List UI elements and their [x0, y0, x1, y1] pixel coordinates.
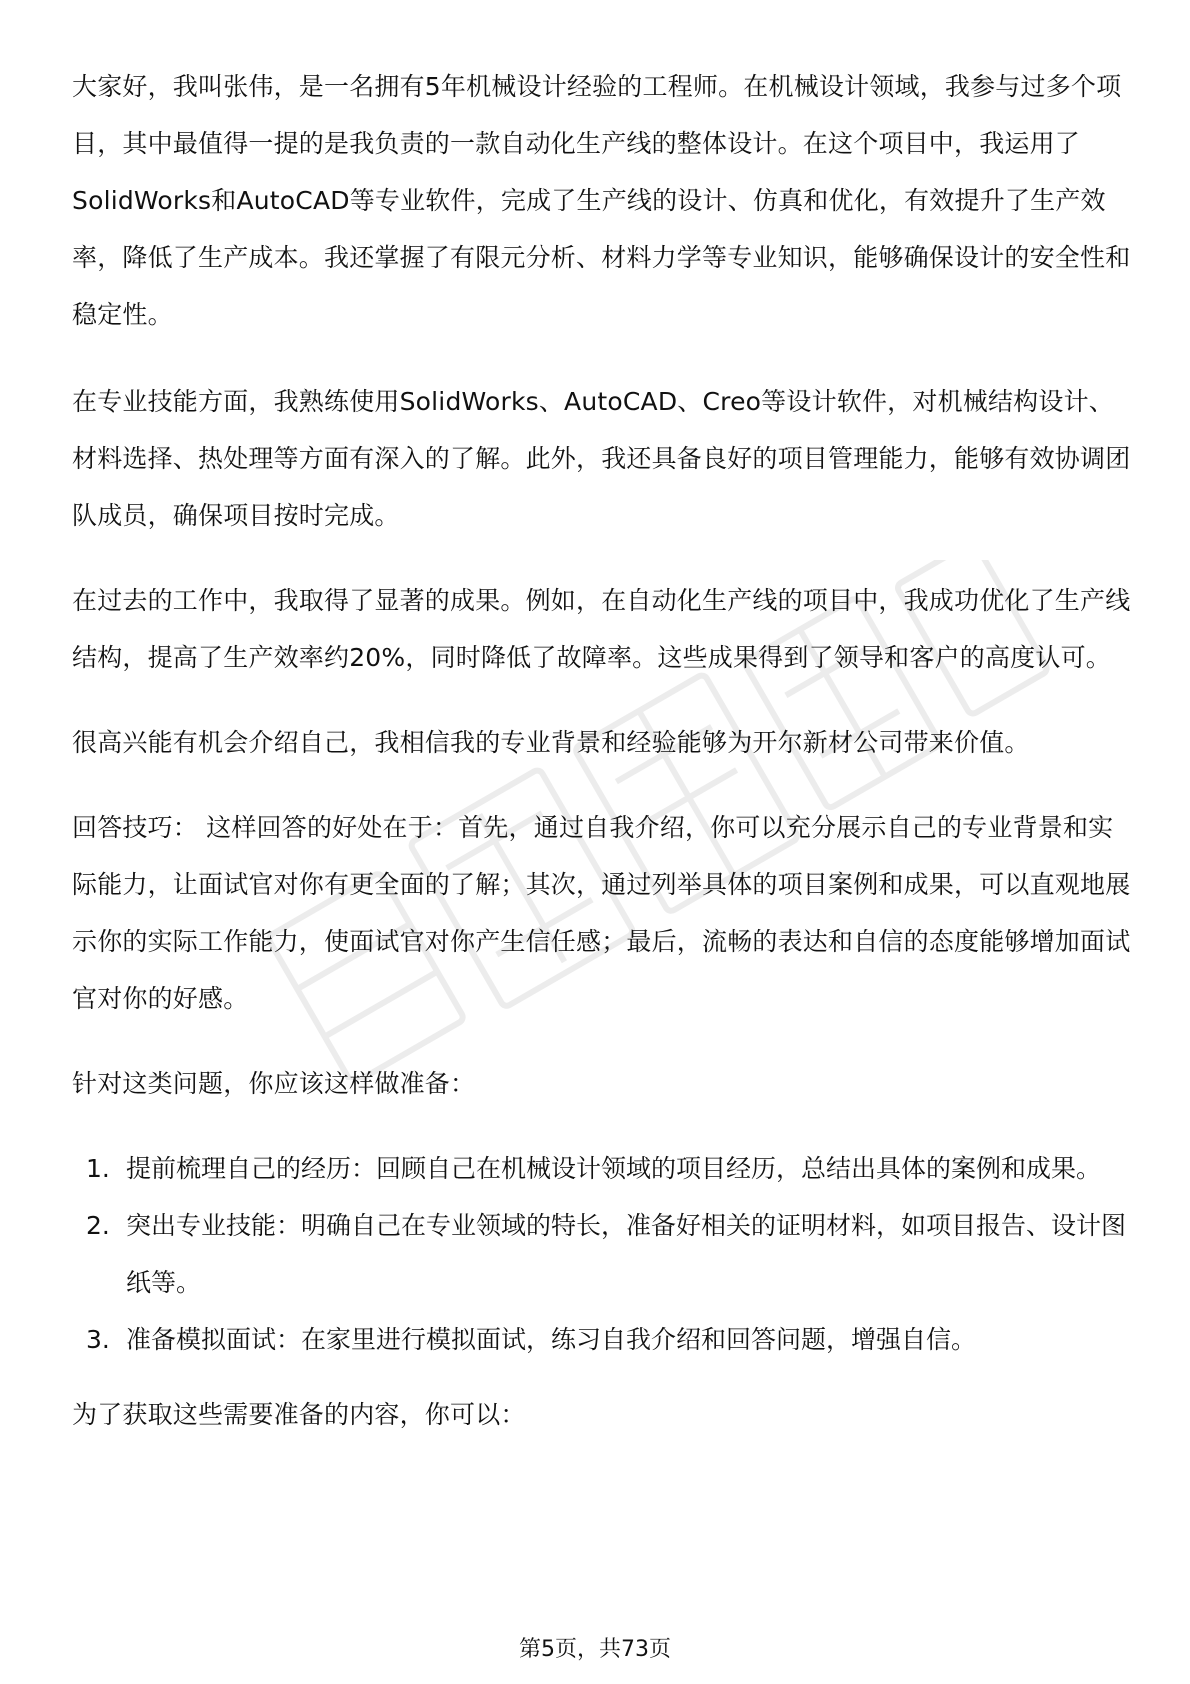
closing-line: 为了获取这些需要准备的内容，你可以：	[72, 1400, 526, 1429]
list-item	[72, 1197, 1132, 1311]
document-body	[72, 58, 1132, 1471]
answer-tips-paragraph: 回答技巧： 这样回答的好处在于：首先，通过自我介绍，你可以充分展示自己的专业背景和实际能力，让面试官对你有更全面的了解；其次，通过列举具体的项目案例和成果，可以直观地展示你的实际工作能力，使面试官对你产生信任感；最后，流畅的表达和自信的态度能够增加面试官对你的好感。	[72, 813, 1131, 1013]
achievements-paragraph: 在过去的工作中，我取得了显著的成果。例如，在自动化生产线的项目中，我成功优化了生产线结构，提高了生产效率约20%，同时降低了故障率。这些成果得到了领导和客户的高度认可。	[72, 586, 1131, 672]
list-item-number: 2.	[86, 1211, 110, 1240]
list-item-number: 3.	[86, 1325, 110, 1354]
list-item-text: 突出专业技能：明确自己在专业领域的特长，准备好相关的证明材料，如项目报告、设计图纸等。	[126, 1211, 1127, 1297]
skills-paragraph: 在专业技能方面，我熟练使用SolidWorks、AutoCAD、Creo等设计软件，对机械结构设计、材料选择、热处理等方面有深入的了解。此外，我还具备良好的项目管理能力，能够有效协调团队成员，确保项目按时完成。	[72, 387, 1131, 530]
page-number-footer: 第5页，共73页	[519, 1637, 671, 1662]
preparation-heading: 针对这类问题，你应该这样做准备：	[72, 1069, 476, 1098]
list-item	[72, 1140, 1132, 1197]
preparation-list	[72, 1140, 1132, 1368]
list-item-text: 提前梳理自己的经历：回顾自己在机械设计领域的项目经历，总结出具体的案例和成果。	[126, 1154, 1102, 1183]
list-item-text: 准备模拟面试：在家里进行模拟面试，练习自我介绍和回答问题，增强自信。	[126, 1325, 977, 1354]
list-item	[72, 1311, 1132, 1368]
intro-paragraph: 大家好，我叫张伟，是一名拥有5年机械设计经验的工程师。在机械设计领域，我参与过多个项目，其中最值得一提的是我负责的一款自动化生产线的整体设计。在这个项目中，我运用了SolidWorks和AutoCAD等专业软件，完成了生产线的设计、仿真和优化，有效提升了生产效率，降低了生产成本。我还掌握了有限元分析、材料力学等专业知识，能够确保设计的安全性和稳定性。	[72, 72, 1131, 329]
closing-intro-paragraph: 很高兴能有机会介绍自己，我相信我的专业背景和经验能够为开尔新材公司带来价值。	[72, 728, 1030, 757]
list-item-number: 1.	[86, 1154, 110, 1183]
